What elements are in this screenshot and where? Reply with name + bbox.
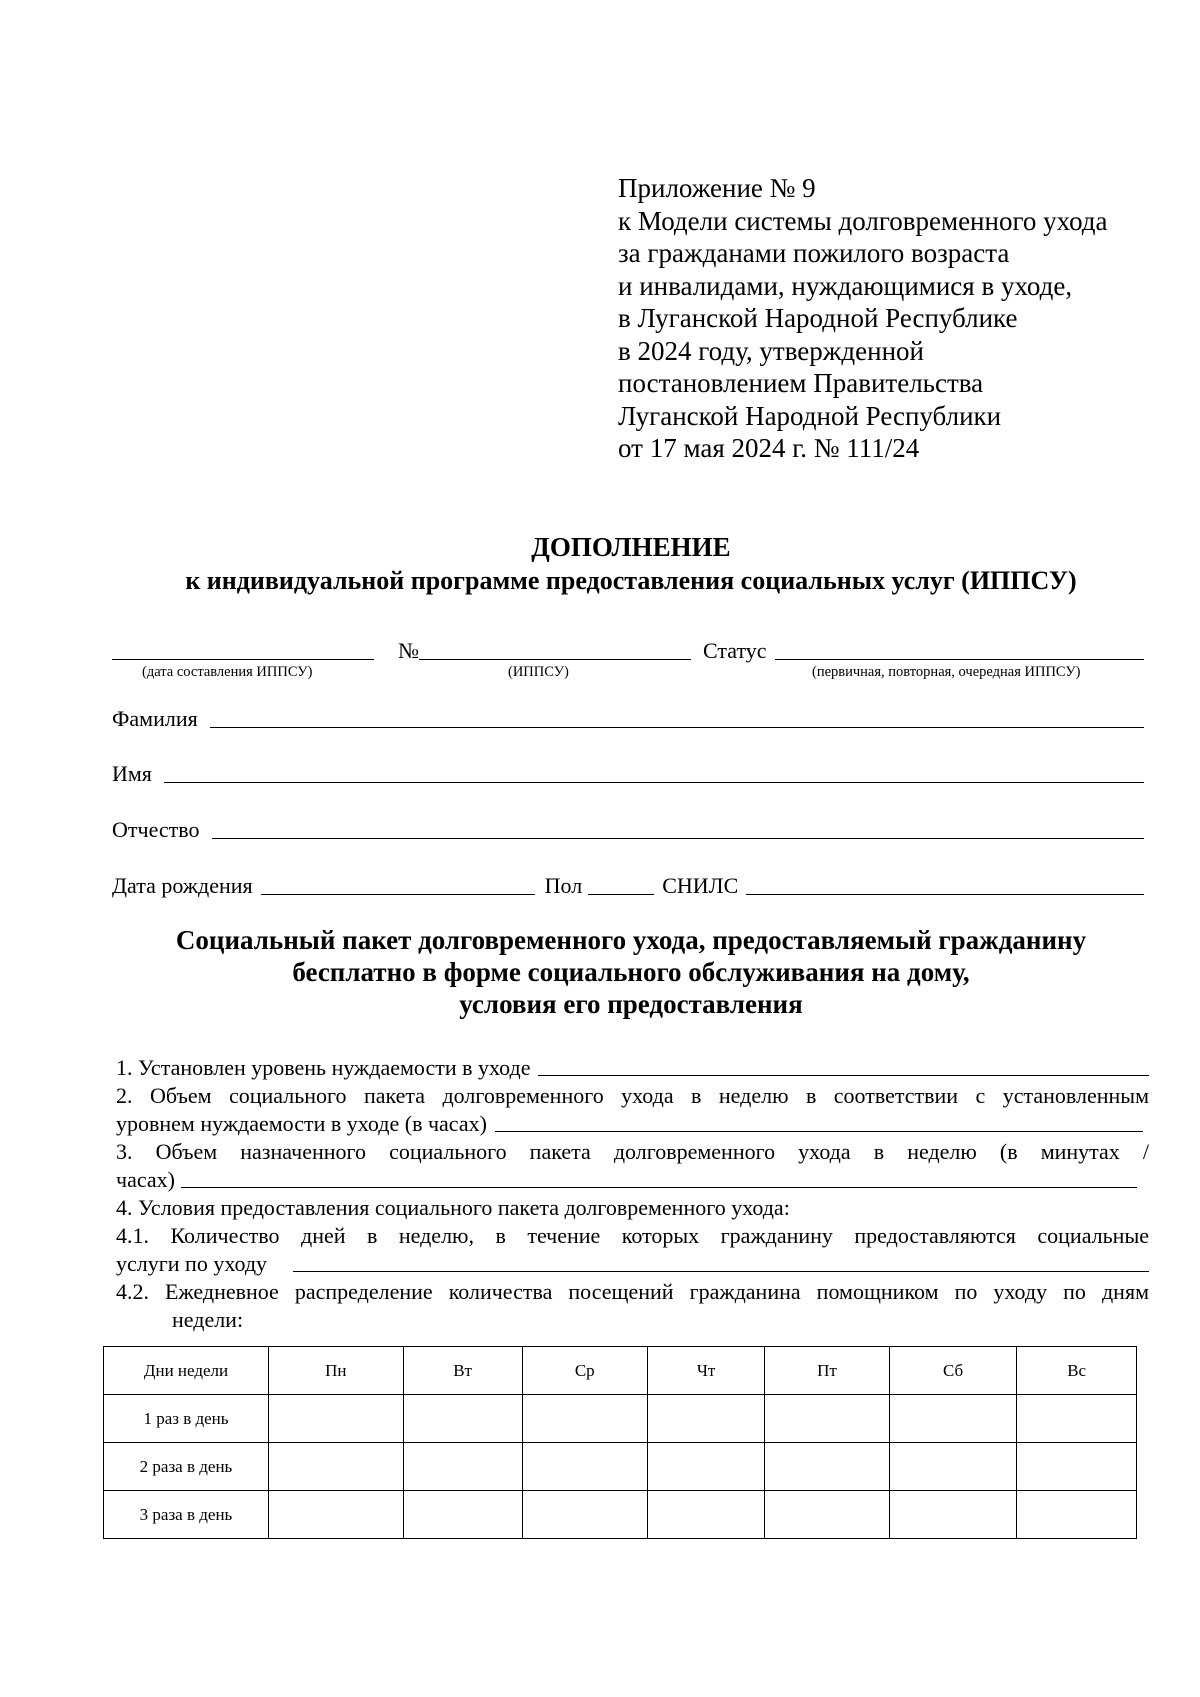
table-cell[interactable] [269,1491,404,1539]
name-field[interactable] [164,782,1144,783]
item-2-line1: 2. Объем социального пакета долговременного ухода в неделю в соответствии с установленным [116,1083,1149,1108]
section-heading-line: бесплатно в форме социального обслуживания на дому, [292,957,970,987]
appendix-line: в Луганской Народной Республике [618,303,1018,333]
item-3-text: часах) [116,1167,175,1192]
appendix-line: от 17 мая 2024 г. № 111/24 [618,433,920,463]
table-row [104,1491,1137,1539]
surname-field[interactable] [210,727,1144,728]
name-label: Имя [112,761,152,786]
table-cell[interactable] [269,1395,404,1443]
item-4-1-text: услуги по уходу [116,1251,268,1276]
row-label: 2 раза в день [104,1443,269,1491]
schedule-table [103,1346,1137,1539]
title-subtitle: к индивидуальной программе предоставления социальных услуг (ИППСУ) [185,566,1077,595]
title-main: ДОПОЛНЕНИЕ [531,532,731,562]
birth-sex-snils-row [112,867,1144,899]
birthdate-label: Дата рождения [112,873,253,898]
table-cell[interactable] [1017,1395,1137,1443]
status-caption: (первичная, повторная, очередная ИППСУ) [812,664,1081,680]
patronymic-label: Отчество [112,817,200,842]
surname-row [112,700,1144,732]
section-heading-line: Социальный пакет долговременного ухода, предоставляемый гражданину [175,925,1087,955]
item-4-1-line1: 4.1. Количество дней в неделю, в течение которых гражданину предоставляются социальные [116,1223,1149,1248]
table-header-cell: Пт [765,1347,890,1395]
table-cell[interactable] [1017,1443,1137,1491]
weekly-hours-field[interactable] [495,1131,1143,1132]
item-3-line2 [116,1166,1149,1194]
snils-field[interactable] [746,894,1144,895]
sex-label: Пол [544,873,583,898]
table-header-cell: Пн [269,1347,404,1395]
item-1 [116,1054,1149,1082]
appendix-line: Приложение № 9 [618,173,816,203]
table-cell[interactable] [522,1491,647,1539]
table-cell[interactable] [647,1395,764,1443]
table-cell[interactable] [403,1491,522,1539]
table-header-cell: Вс [1017,1347,1137,1395]
table-cell[interactable] [269,1443,404,1491]
status-label: Статус [703,638,767,663]
table-cell[interactable] [403,1395,522,1443]
item-4-2-line1: 4.2. Ежедневное распределение количества посещений гражданина помощником по уходу по дням [116,1279,1149,1304]
surname-label: Фамилия [112,706,198,731]
patronymic-field[interactable] [212,838,1145,839]
appendix-line: Луганской Народной Республики [618,400,1002,431]
need-level-field[interactable] [538,1075,1149,1076]
table-cell[interactable] [522,1395,647,1443]
ippsu-number-field[interactable] [419,659,691,660]
item-4: 4. Условия предоставления социального пакета долговременного ухода: [116,1195,790,1220]
table-cell[interactable] [1017,1491,1137,1539]
date-field[interactable] [112,659,374,660]
document-title [0,530,1200,598]
row-label: 3 раза в день [104,1491,269,1539]
number-label: № [398,638,419,663]
sex-field[interactable] [588,894,654,895]
table-header-cell: Вт [403,1347,522,1395]
table-header-cell: Ср [522,1347,647,1395]
table-cell[interactable] [765,1395,890,1443]
item-2-line2 [116,1110,1149,1138]
appendix-line: к Модели системы долговременного ухода [618,205,1108,236]
section-heading [0,924,1200,1020]
patronymic-row [112,811,1144,843]
table-row [104,1395,1137,1443]
name-row [112,755,1144,787]
appendix-line: в 2024 году, утвержденной [618,335,925,366]
item-1-text: 1. Установлен уровень нуждаемости в уходе [116,1055,531,1080]
appendix-line: постановлением Правительства [618,368,984,398]
birthdate-field[interactable] [261,894,535,895]
days-per-week-field[interactable] [293,1271,1149,1272]
item-4-2-line2: недели: [172,1307,244,1332]
table-cell[interactable] [889,1443,1017,1491]
row-label: 1 раз в день [104,1395,269,1443]
appendix-header [618,172,1108,465]
table-cell[interactable] [647,1443,764,1491]
table-header-cell: Чт [647,1347,764,1395]
table-cell[interactable] [889,1491,1017,1539]
assigned-package-field[interactable] [181,1187,1137,1188]
status-field[interactable] [775,659,1144,660]
appendix-line: и инвалидами, нуждающимися в уходе, [618,270,1073,301]
snils-label: СНИЛС [662,873,739,898]
item-3-line1: 3. Объем назначенного социального пакета долговременного ухода в неделю (в минутах / [116,1139,1149,1164]
number-caption: (ИППСУ) [508,664,569,680]
table-cell[interactable] [522,1443,647,1491]
table-header-cell: Сб [889,1347,1017,1395]
section-heading-line: условия его предоставления [459,989,803,1019]
date-caption: (дата составления ИППСУ) [142,664,313,680]
table-cell[interactable] [403,1443,522,1491]
table-header-cell: Дни недели [104,1347,269,1395]
item-2-text: уровнем нуждаемости в уходе (в часах) [116,1111,487,1136]
table-header-row [104,1347,1137,1395]
item-4-1-line2 [116,1250,1149,1278]
table-cell[interactable] [765,1443,890,1491]
table-cell[interactable] [765,1491,890,1539]
table-row [104,1443,1137,1491]
table-cell[interactable] [647,1491,764,1539]
ippsu-info-row [112,632,1144,664]
appendix-line: за гражданами пожилого возраста [618,238,1010,268]
table-cell[interactable] [889,1395,1017,1443]
